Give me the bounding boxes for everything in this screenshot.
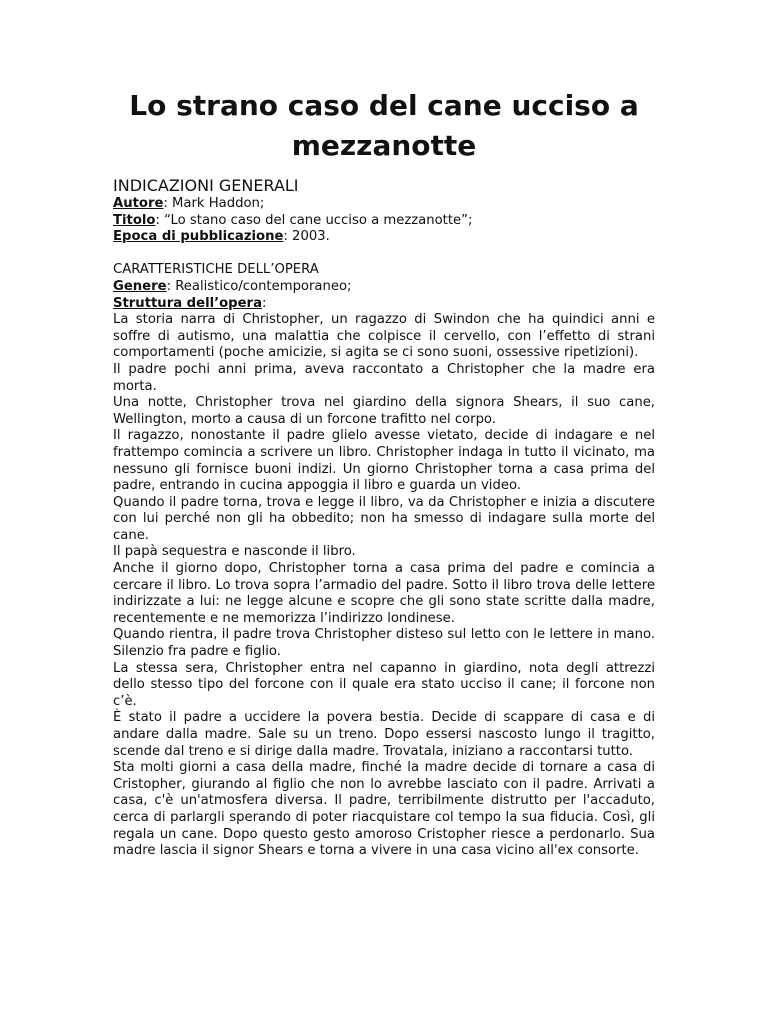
title-label: Titolo — [113, 212, 156, 228]
structure-label: Struttura dell’opera — [113, 295, 262, 311]
epoch-value: : 2003. — [283, 229, 330, 245]
genre-value: : Realistico/contemporaneo; — [166, 278, 352, 294]
author-line — [113, 196, 655, 213]
genre-label: Genere — [113, 278, 167, 294]
paragraph: Anche il giorno dopo, Christopher torna a casa prima del padre e comincia a cercare il libro. Lo trova sopra l’armadio del padre. Sotto il libro trova delle lettere indirizzate a lui: ne legge alcune e scopre che gli sono state scritte dalla madre, recentemente e ne memorizza l’indirizzo londinese. — [113, 561, 655, 626]
document-body — [113, 176, 655, 860]
paragraph: Il ragazzo, nonostante il padre glielo avesse vietato, decide di indagare e nel frattempo comincia a scrivere un libro. Christopher indaga in tutto il vicinato, ma nessuno gli fornisce buoni indizi. Un giorno Christopher torna a casa prima del padre, entrando in cucina appoggia il libro e guarda un video. — [113, 428, 655, 494]
author-value: : Mark Haddon; — [163, 196, 265, 211]
paragraph: Una notte, Christopher trova nel giardino della signora Shears, il suo cane, Wellington, morto a causa di un forcone trafitto nel corpo. — [113, 395, 655, 427]
section-gap — [113, 246, 655, 263]
document-title: Lo strano caso del cane ucciso a mezzanotte — [129, 89, 639, 162]
epoch-label: Epoca di pubblicazione — [113, 229, 284, 245]
title-line — [113, 213, 655, 230]
features-heading: CARATTERISTICHE DELL’OPERA — [113, 262, 319, 278]
paragraph: Quando rientra, il padre trova Christopher disteso sul letto con le lettere in mano. Silenzio fra padre e figlio. — [113, 627, 655, 660]
structure-line — [113, 296, 655, 313]
general-heading: INDICAZIONI GENERALI — [113, 176, 299, 195]
epoch-line — [113, 229, 655, 246]
paragraph: È stato il padre a uccidere la povera bestia. Decide di scappare di casa e di andare dalla madre. Sale su un treno. Dopo essersi nascosto lungo il tragitto, scende dal treno e si dirige dalla madre. Trovatala, iniziano a raccontarsi tutto. — [113, 710, 655, 759]
genre-line — [113, 279, 655, 296]
paragraph: La stessa sera, Christopher entra nel capanno in giardino, nota degli attrezzi dello stesso tipo del forcone con il quale era stato ucciso il cane; il forcone non c’è. — [113, 660, 655, 709]
paragraph: Sta molti giorni a casa della madre, finché la madre decide di tornare a casa di Cristopher, giurando al figlio che non lo avrebbe lasciato con il padre. Arrivati a casa, c'è un'atmosfera diversa. Il padre, terribilmente distrutto per l'accaduto, cerca di parlargli sperando di poter riacquistare col tempo la sua fiducia. Così, gli regala un cane. Dopo questo gesto amoroso Cristopher riesce a perdonarlo. Sua madre lascia il signor Shears e torna a vivere in una casa vicino all'ex consorte. — [113, 760, 655, 859]
author-label: Autore — [113, 196, 164, 211]
structure-value: : — [261, 295, 267, 311]
paragraph: La storia narra di Christopher, un ragazzo di Swindon che ha quindici anni e soffre di autismo, una malattia che colpisce il cervello, con l’effetto di strani comportamenti (poche amicizie, si agita se ci sono suoni, ossessive ripetizioni). — [113, 312, 655, 361]
paragraph: Il padre pochi anni prima, aveva raccontato a Christopher che la madre era morta. — [113, 361, 655, 394]
title-value: : “Lo stano caso del cane ucciso a mezzanotte”; — [155, 212, 473, 228]
paragraph: Il papà sequestra e nasconde il libro. — [113, 544, 356, 560]
paragraph: Quando il padre torna, trova e legge il libro, va da Christopher e inizia a discutere con lui perché non gli ha obbedito; non ha smesso di indagare sulla morte del cane. — [113, 494, 655, 543]
